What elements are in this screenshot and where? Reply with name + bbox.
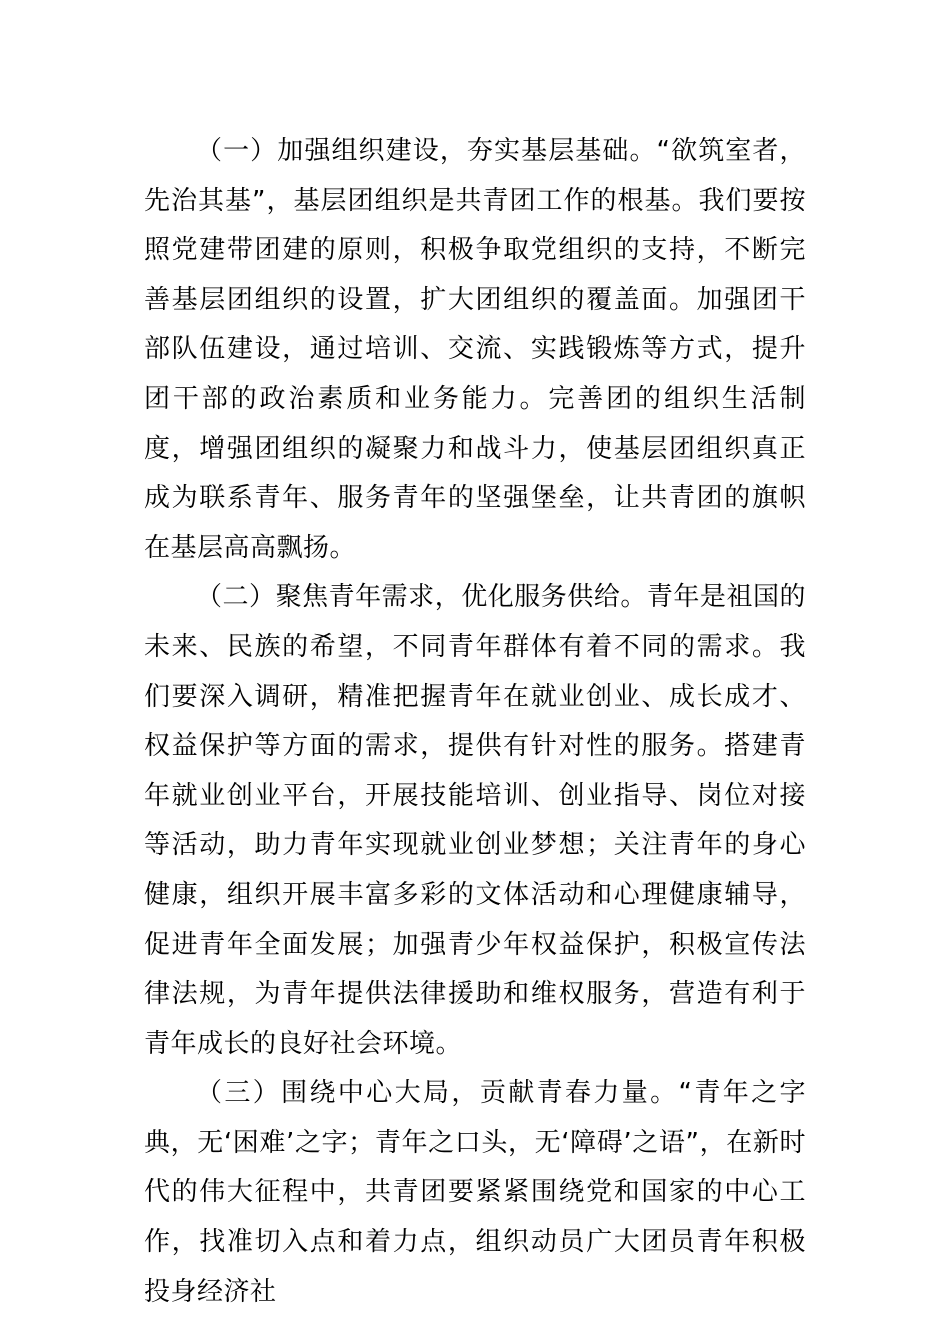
document-body <box>144 127 806 1317</box>
paragraph-youth-needs: （二）聚焦青年需求，优化服务供给。青年是祖国的未来、民族的希望，不同青年群体有着不同的需求。我们要深入调研，精准把握青年在就业创业、成长成才、权益保护等方面的需求，提供有针对性的服务。搭建青年就业创业平台，开展技能培训、创业指导、岗位对接等活动，助力青年实现就业创业梦想；关注青年的身心健康，组织开展丰富多彩的文体活动和心理健康辅导，促进青年全面发展；加强青少年权益保护，积极宣传法律法规，为青年提供法律援助和维权服务，营造有利于青年成长的良好社会环境。 <box>144 582 806 1059</box>
paragraph-central-tasks: （三）围绕中心大局，贡献青春力量。“青年之字典，无‘困难’之字；青年之口头，无‘障碍’之语”，在新时代的伟大征程中，共青团要紧紧围绕党和国家的中心工作，找准切入点和着力点，组织动员广大团员青年积极投身经济社 <box>144 1078 806 1307</box>
paragraph-organization-building: （一）加强组织建设，夯实基层基础。“欲筑室者，先治其基”，基层团组织是共青团工作的根基。我们要按照党建带团建的原则，积极争取党组织的支持，不断完善基层团组织的设置，扩大团组织的覆盖面。加强团干部队伍建设，通过培训、交流、实践锻炼等方式，提升团干部的政治素质和业务能力。完善团的组织生活制度，增强团组织的凝聚力和战斗力，使基层团组织真正成为联系青年、服务青年的坚强堡垒，让共青团的旗帜在基层高高飘扬。 <box>144 136 806 563</box>
